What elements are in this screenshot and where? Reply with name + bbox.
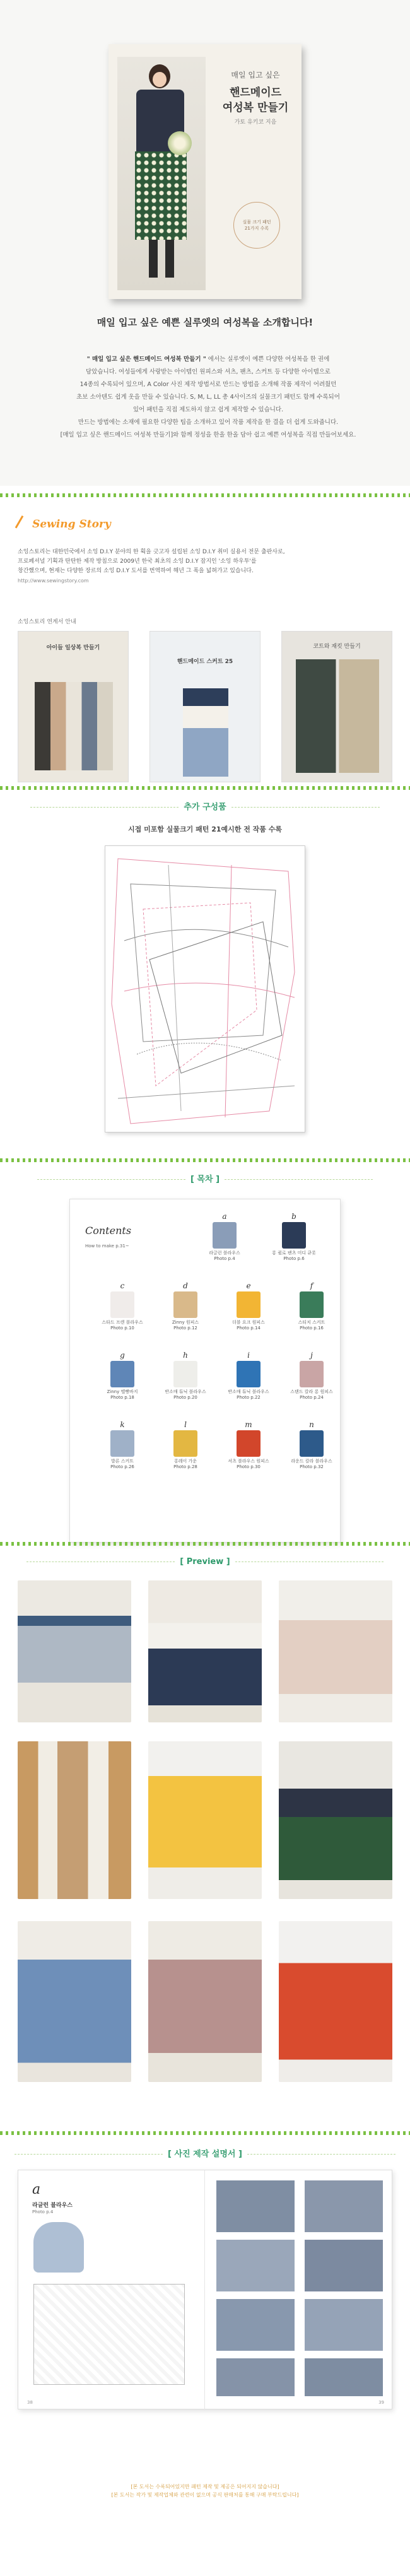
model-skirt	[135, 151, 187, 240]
pattern-lines	[105, 846, 305, 1132]
related-book-title: 아이들 일상복 만들기	[46, 645, 100, 651]
preview-title: [ Preview ]	[0, 1557, 410, 1567]
howto-left-page	[18, 2170, 205, 2410]
toc-item-garment-image	[237, 1291, 261, 1318]
howto-item-name: 라글런 블라우스	[32, 2203, 73, 2209]
toc-item-letter: g	[120, 1351, 125, 1360]
toc-item-letter: e	[246, 1281, 251, 1290]
footer-line: [본 도서는 수록되어있지만 패턴 제작 및 제공은 되어지지 않습니다]	[131, 2484, 279, 2490]
toc-item-letter: m	[245, 1420, 252, 1429]
howto-page-number-left: 38	[27, 2400, 33, 2405]
toc-item[interactable]	[163, 1281, 208, 1331]
intro-line: 초보 소아텐도 쉽게 옷을 만들 수 있습니다. S, M, L, LL 총 4사이즈의 실물크기 패턴도 함께 수록되어	[76, 394, 340, 401]
toc-item-letter: a	[222, 1212, 227, 1221]
preview-photo[interactable]	[148, 1921, 262, 2082]
howto-step-photo	[305, 2299, 383, 2351]
toc-item-page: Photo p.6	[283, 1256, 305, 1261]
toc-item[interactable]	[226, 1281, 271, 1331]
preview-photo[interactable]	[18, 1921, 131, 2082]
toc-item[interactable]	[226, 1351, 271, 1400]
pattern-sheet-image	[105, 845, 305, 1132]
intro-line: 14종의 수록되어 있으며, A Color 사진 제작 방법서로 만드는 방법을 소개해 작품 제작이 어려웠던	[79, 381, 337, 388]
toc-item-page: Photo p.28	[173, 1464, 197, 1469]
extras-subtitle: 시접 미포함 실물크기 패턴 21예시한 전 작품 수록	[127, 825, 282, 833]
toc-item-page: Photo p.22	[237, 1395, 261, 1400]
cover-author: 가토 유키코 지음	[234, 119, 277, 126]
howto-step-photo	[305, 2180, 383, 2232]
extras-section	[0, 795, 410, 1148]
related-books-label: 소잉스토리 연계서 안내	[18, 619, 76, 625]
needle-icon	[15, 515, 32, 533]
toc-item-letter: n	[309, 1420, 314, 1429]
howto-step-photo	[305, 2240, 383, 2291]
toc-item-letter: l	[184, 1420, 187, 1429]
toc-item-name: 셔츠 블라우스 원피스	[228, 1459, 269, 1464]
contents-heading: Contents	[85, 1225, 132, 1237]
toc-item-garment-image	[110, 1291, 134, 1318]
divider-stripe	[0, 1542, 410, 1546]
cover-badge	[233, 202, 280, 249]
model-flowers	[168, 131, 192, 155]
cover-title-line2: 여성복 만들기	[222, 102, 289, 114]
toc-item-page: Photo p.18	[110, 1395, 134, 1400]
toc-item[interactable]	[100, 1281, 144, 1331]
howto-spread	[18, 2170, 392, 2409]
howto-step-photo	[216, 2358, 295, 2396]
toc-item-garment-image	[173, 1291, 197, 1318]
intro-line: 만드는 방법에는 소재에 필요한 다양한 팁을 소개하고 있어 작품 제작을 한 결을 더 쉽게 도와줍니다.	[78, 419, 339, 426]
toc-page	[69, 1199, 341, 1543]
toc-item-garment-image	[237, 1430, 261, 1457]
preview-photo[interactable]	[148, 1580, 262, 1722]
extras-title: 추가 구성품	[0, 800, 410, 812]
book-cover[interactable]	[108, 44, 302, 299]
toc-item-garment-image	[110, 1361, 134, 1387]
divider-stripe	[0, 786, 410, 790]
toc-item[interactable]	[202, 1212, 247, 1261]
toc-item-name: 롱 퀼로 팬츠 미디 큐롯	[272, 1250, 316, 1256]
publisher-section	[0, 505, 410, 789]
toc-title: [ 목차 ]	[0, 1172, 410, 1184]
toc-item-name: 반소매 튜닉 블라우스	[165, 1389, 206, 1394]
intro-line: 있어 패턴을 직접 제도하지 않고 쉽게 제작할 수 있습니다.	[132, 406, 284, 413]
publisher-logo-text: Sewing Story	[32, 518, 111, 531]
howto-section	[0, 2142, 410, 2520]
howto-title: [ 사진 제작 설명서 ]	[0, 2147, 410, 2159]
toc-item-garment-image	[300, 1430, 324, 1457]
toc-item[interactable]	[290, 1351, 334, 1400]
intro-lead-tail: 에서는 실루엣이 예쁜 다양한 여성복을 한 권에	[206, 356, 330, 363]
related-book-photo	[183, 688, 228, 777]
toc-item-name: 스티치 스커트	[298, 1320, 325, 1325]
related-book-title: 핸드메이드 스커트 25	[177, 659, 233, 665]
toc-item-name: Zinny 원피스	[172, 1320, 199, 1325]
toc-item-page: Photo p.26	[110, 1464, 134, 1469]
toc-item-garment-image	[300, 1291, 324, 1318]
howto-step-photo	[305, 2358, 383, 2396]
preview-photo[interactable]	[18, 1741, 131, 1899]
toc-item-name: 스타드 프렌 블라우스	[102, 1320, 143, 1325]
toc-item-name: 더블 요크 원피스	[232, 1320, 265, 1325]
howto-right-page	[206, 2170, 393, 2410]
toc-item-garment-image	[282, 1222, 306, 1249]
toc-item-garment-image	[237, 1361, 261, 1387]
preview-photo[interactable]	[18, 1580, 131, 1722]
toc-item[interactable]	[163, 1420, 208, 1469]
cover-model-photo	[117, 57, 206, 290]
toc-item-letter: k	[120, 1420, 125, 1429]
toc-item-letter: j	[310, 1351, 313, 1360]
model-face	[153, 72, 167, 87]
toc-item[interactable]	[100, 1420, 144, 1469]
hero-section	[0, 0, 410, 486]
toc-item-name: 라운드 칼라 블라우스	[291, 1459, 332, 1464]
toc-item-garment-image	[110, 1430, 134, 1457]
how-to-label: How to make p.31~	[85, 1244, 129, 1249]
toc-item-page: Photo p.16	[300, 1326, 324, 1331]
toc-item[interactable]	[290, 1420, 334, 1469]
preview-photo[interactable]	[148, 1741, 262, 1899]
related-book-title: 코트와 재킷 만들기	[313, 644, 361, 650]
divider-stripe	[0, 493, 410, 497]
toc-item-name: 롱레이 가운	[173, 1459, 197, 1464]
toc-item-page: Photo p.14	[237, 1326, 261, 1331]
toc-item-name: 라글런 블라우스	[209, 1250, 240, 1256]
publisher-description	[18, 548, 396, 586]
publisher-logo[interactable]	[18, 517, 111, 536]
toc-item-name: 발론 스커트	[110, 1459, 134, 1464]
howto-garment-photo	[33, 2222, 84, 2273]
preview-photo[interactable]	[279, 1741, 392, 1899]
toc-item-garment-image	[173, 1430, 197, 1457]
toc-section	[0, 1167, 410, 1546]
toc-item-garment-image	[213, 1222, 237, 1249]
related-book-card[interactable]	[149, 631, 261, 782]
footer-notice	[0, 2483, 410, 2499]
cover-title-line1: 핸드메이드	[229, 86, 282, 99]
toc-item-page: Photo p.10	[110, 1326, 134, 1331]
howto-page-number-right: 39	[378, 2400, 384, 2405]
toc-item-page: Photo p.24	[300, 1395, 324, 1400]
model-legs	[149, 240, 174, 278]
publisher-line: 프로페셔널 기획과 탄탄한 제작 방침으로 2009년 한국 최초의 소잉 D.I.Y 잡지인 '소잉 하우투'를	[18, 558, 257, 565]
howto-item-letter: a	[32, 2182, 41, 2197]
toc-item-garment-image	[300, 1361, 324, 1387]
cover-badge-text: 실물 크기 패턴 21가지 수록	[242, 220, 271, 231]
toc-item-letter: i	[247, 1351, 250, 1360]
howto-step-photo	[216, 2299, 295, 2351]
toc-item-letter: c	[120, 1281, 125, 1290]
related-book-photo	[35, 682, 113, 770]
preview-section	[0, 1552, 410, 2120]
preview-photo[interactable]	[279, 1921, 392, 2082]
toc-item-page: Photo p.30	[237, 1464, 261, 1469]
cover-title-small: 매일 입고 싶은	[231, 71, 280, 79]
howto-step-photo	[216, 2240, 295, 2291]
toc-item-page: Photo p.20	[173, 1395, 197, 1400]
toc-item-name: Zinny 멜빵바지	[107, 1389, 138, 1394]
intro-line: [매일 입고 싶은 핸드메이드 여성복 만들기]와 함께 정성을 한올 한올 담아 쉽고 예쁜 여성복을 직접 만들어보세요.	[60, 432, 356, 438]
toc-item-page: Photo p.12	[173, 1326, 197, 1331]
intro-lead-line	[38, 353, 378, 366]
related-book-card[interactable]	[18, 631, 129, 782]
footer-line: [본 도서는 작가 및 제작업체와 관련이 없으며 공식 판매처를 통해 구매 부탁드립니다]	[111, 2492, 299, 2498]
related-book-card[interactable]	[281, 631, 392, 782]
divider-stripe	[0, 2131, 410, 2135]
publisher-line: 창간했으며, 현재는 다양한 장르의 소잉 D.I.Y 도서를 번역하여 해년 그 폭을 넓혀가고 있습니다.	[18, 568, 254, 574]
hero-intro	[38, 353, 378, 442]
publisher-line: 소잉스토리는 대한민국에서 소잉 D.I.Y 분야의 한 획을 긋고자 설립된 소잉 D.I.Y 취미 실용서 전문 출판사로,	[18, 549, 285, 555]
toc-item-name: 반소매 튜닉 블라우스	[228, 1389, 269, 1394]
toc-item-garment-image	[173, 1361, 197, 1387]
toc-item[interactable]	[100, 1351, 144, 1400]
howto-step-photo	[216, 2180, 295, 2232]
toc-item[interactable]	[272, 1212, 316, 1261]
intro-line: 담았습니다. 여성들에게 사랑받는 아이템인 원피스와 셔츠, 팬츠, 스커트 등 다양한 아이템으로	[86, 368, 331, 375]
toc-item-letter: b	[291, 1212, 296, 1221]
toc-item-letter: f	[310, 1281, 313, 1290]
toc-item-page: Photo p.32	[300, 1464, 324, 1469]
publisher-url[interactable]: http://www.sewingstory.com	[18, 578, 89, 584]
toc-item-page: Photo p.4	[214, 1256, 235, 1261]
howto-pattern-layout	[33, 2284, 185, 2385]
preview-photo[interactable]	[279, 1580, 392, 1722]
related-book-photo	[296, 659, 379, 773]
toc-item-letter: h	[183, 1351, 188, 1360]
toc-item[interactable]	[226, 1420, 271, 1469]
toc-item-letter: d	[183, 1281, 188, 1290]
divider-stripe	[0, 1158, 410, 1162]
intro-lead: " 매일 입고 싶은 핸드메이드 여성복 만들기 "	[86, 356, 206, 363]
hero-headline: 매일 입고 싶은 예쁜 실루엣의 여성복을 소개합니다!	[97, 317, 313, 328]
toc-item[interactable]	[163, 1351, 208, 1400]
toc-item-name: 스탠드 칼라 롱 원피스	[290, 1389, 333, 1394]
toc-item[interactable]	[290, 1281, 334, 1331]
howto-item-sub: Photo p.4	[32, 2209, 54, 2214]
